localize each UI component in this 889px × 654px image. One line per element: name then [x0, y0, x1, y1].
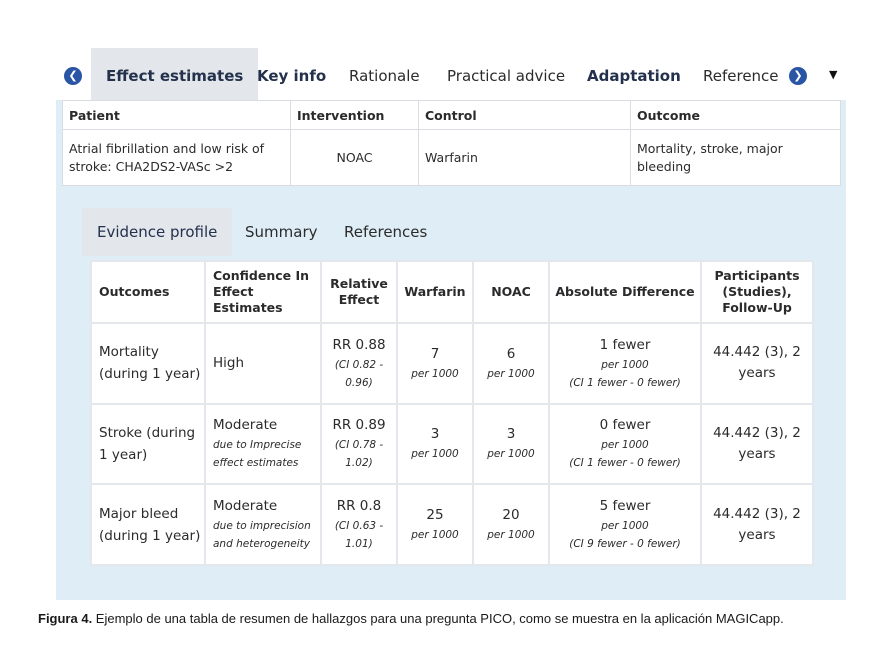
tab-practical-advice[interactable]: Practical advice — [447, 67, 566, 85]
participants-value: 44.442 (3), 2 years — [713, 424, 801, 462]
warfarin-unit: per 1000 — [411, 448, 459, 461]
outcome-name: Mortality (during 1 year) — [99, 344, 201, 383]
noac-value: 6 — [506, 345, 516, 362]
col-header-warfarin: Warfarin — [397, 261, 473, 323]
arrow-right-circle-icon[interactable]: ❯ — [789, 67, 807, 85]
tab-adaptation[interactable]: Adaptation — [587, 67, 681, 85]
tab-reference[interactable]: Reference — [703, 67, 779, 85]
relative-effect: RR 0.8 — [336, 498, 382, 515]
tab-summary[interactable]: Summary — [245, 223, 318, 241]
caret-down-icon[interactable]: ▼ — [829, 68, 838, 81]
warfarin-value: 3 — [430, 426, 440, 443]
pico-intervention-value: NOAC — [291, 130, 419, 186]
table-header-row — [91, 261, 813, 323]
absolute-difference: 5 fewer — [599, 498, 651, 515]
outcome-name: Stroke (during 1 year) — [99, 424, 196, 463]
warfarin-value: 7 — [430, 345, 440, 362]
relative-effect-ci: (CI 0.63 - 1.01) — [334, 520, 384, 551]
pico-outcome-value: Mortality, stroke, major bleeding — [631, 130, 841, 186]
noac-value: 3 — [506, 426, 516, 443]
tab-effect-estimates[interactable]: Effect estimates — [91, 48, 258, 100]
table-row — [91, 404, 813, 485]
confidence-level: Moderate — [213, 498, 278, 515]
absolute-difference: 1 fewer — [599, 336, 651, 353]
absolute-difference-ci: (CI 9 fewer - 0 fewer) — [569, 538, 681, 551]
pico-header-outcome: Outcome — [631, 101, 841, 130]
noac-unit: per 1000 — [487, 529, 535, 542]
absolute-difference-unit: per 1000 — [601, 358, 649, 371]
pico-header-patient: Patient — [63, 101, 291, 130]
participants-value: 44.442 (3), 2 years — [713, 505, 801, 543]
relative-effect-ci: (CI 0.82 - 0.96) — [334, 358, 384, 389]
noac-unit: per 1000 — [487, 367, 535, 380]
evidence-panel — [70, 198, 832, 568]
pico-control-value: Warfarin — [419, 130, 631, 186]
warfarin-value: 25 — [426, 507, 444, 524]
tab-evidence-profile[interactable]: Evidence profile — [82, 208, 232, 256]
relative-effect: RR 0.88 — [332, 336, 386, 353]
absolute-difference: 0 fewer — [599, 417, 651, 434]
table-row — [91, 323, 813, 404]
col-header-relative-effect: Relative Effect — [321, 261, 397, 323]
evidence-profile-table — [90, 260, 814, 566]
relative-effect: RR 0.89 — [332, 417, 386, 434]
confidence-note: due to imprecision and heterogeneity — [213, 520, 311, 551]
tab-rationale[interactable]: Rationale — [349, 67, 420, 85]
table-row — [91, 484, 813, 565]
confidence-note: due to Imprecise effect estimates — [213, 439, 302, 470]
warfarin-unit: per 1000 — [411, 367, 459, 380]
arrow-left-circle-icon[interactable]: ❮ — [64, 67, 82, 85]
confidence-level: Moderate — [213, 417, 278, 434]
noac-unit: per 1000 — [487, 448, 535, 461]
pico-header-control: Control — [419, 101, 631, 130]
pico-header-intervention: Intervention — [291, 101, 419, 130]
col-header-absolute-difference: Absolute Difference — [549, 261, 701, 323]
warfarin-unit: per 1000 — [411, 529, 459, 542]
col-header-noac: NOAC — [473, 261, 549, 323]
relative-effect-ci: (CI 0.78 - 1.02) — [334, 439, 384, 470]
col-header-confidence: Confidence In Effect Estimates — [205, 261, 321, 323]
pico-table — [62, 100, 841, 186]
caption-label: Figura 4. — [38, 611, 93, 626]
absolute-difference-ci: (CI 1 fewer - 0 fewer) — [569, 457, 681, 470]
col-header-participants: Participants (Studies), Follow-Up — [701, 261, 813, 323]
subtab-bar — [82, 208, 822, 256]
magicapp-window — [56, 48, 846, 600]
absolute-difference-unit: per 1000 — [601, 439, 649, 452]
figure-caption — [38, 611, 784, 626]
noac-value: 20 — [502, 507, 520, 524]
caption-text: Ejemplo de una tabla de resumen de hallazgos para una pregunta PICO, como se muestra en la aplicación MAGICapp. — [92, 611, 784, 626]
tab-references[interactable]: References — [344, 223, 428, 241]
absolute-difference-ci: (CI 1 fewer - 0 fewer) — [569, 376, 681, 389]
participants-value: 44.442 (3), 2 years — [713, 344, 801, 382]
tab-bar — [56, 48, 846, 100]
col-header-outcomes: Outcomes — [91, 261, 205, 323]
tab-key-info[interactable]: Key info — [257, 67, 327, 85]
pico-patient-value: Atrial fibrillation and low risk of stroke: CHA2DS2-VASc >2 — [63, 130, 291, 186]
absolute-difference-unit: per 1000 — [601, 520, 649, 533]
outcome-name: Major bleed (during 1 year) — [99, 505, 201, 544]
confidence-level: High — [213, 354, 245, 371]
